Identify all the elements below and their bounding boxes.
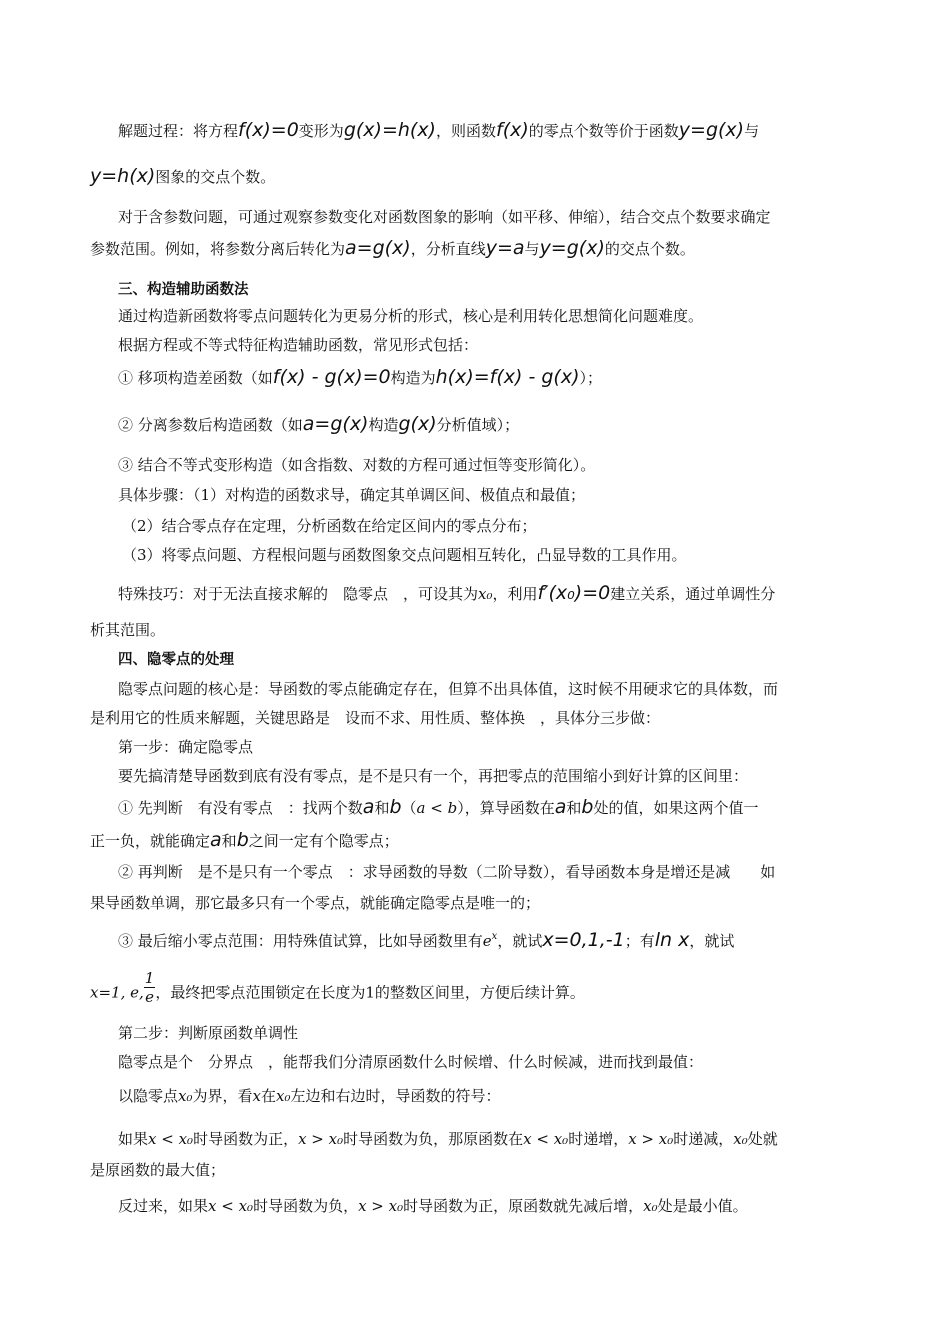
text: 分析值域）； <box>436 416 520 434</box>
formula: a <box>554 796 567 818</box>
numerator: 1 <box>144 969 155 987</box>
text: 与 <box>744 122 760 140</box>
formula: ln x <box>654 929 690 951</box>
formula: x > x₀ <box>298 1130 344 1148</box>
formula: x₀ <box>478 585 493 603</box>
paragraph-line: （3）将零点问题、方程根问题与函数图象交点问题相互转化，凸显导数的工具作用。 <box>122 546 687 564</box>
text: 之间一定有个隐零点； <box>248 832 399 850</box>
text: 时导函数为负， <box>253 1197 359 1215</box>
formula: h(x)=f(x) - g(x) <box>435 366 580 388</box>
fraction-one-over-e <box>144 969 156 1006</box>
paragraph-line: 隐零点是个 分界点 ，能帮我们分清原函数什么时候增、什么时候减，进而找到最值： <box>118 1053 704 1071</box>
text: 时递增， <box>568 1130 629 1148</box>
formula: f(x) <box>496 119 529 141</box>
formula: x₀ <box>276 1087 291 1105</box>
formula: x=1, e, <box>90 983 144 1002</box>
formula: a=g(x) <box>302 413 369 435</box>
list-item: ② 再判断 是不是只有一个零点 ：求导函数的导数（二阶导数），看导函数本身是增还是减 如 <box>118 863 776 881</box>
text: 和 <box>221 832 237 850</box>
text: 在 <box>260 1087 276 1105</box>
text: 参数范围。例如，将参数分离后转化为 <box>90 240 346 258</box>
paragraph-line: 根据方程或不等式特征构造辅助函数，常见形式包括： <box>118 336 479 354</box>
text: ），算导函数在 <box>457 799 555 817</box>
formula: a < b <box>416 799 458 817</box>
paragraph-line: 是利用它的性质来解题，关键思路是 设而不求、用性质、整体换 ，具体分三步做： <box>90 709 661 727</box>
text: 如果 <box>118 1130 149 1148</box>
formula: y=g(x) <box>539 237 605 259</box>
formula: x < x₀ <box>148 1130 194 1148</box>
text: 特殊技巧：对于无法直接求解的 隐零点 ，可设其为 <box>118 585 479 603</box>
formula: a <box>210 829 222 851</box>
text: 时导函数为负，那原函数在 <box>343 1130 524 1148</box>
text: 图象的交点个数。 <box>155 168 276 186</box>
paragraph-line: 析其范围。 <box>90 621 166 639</box>
formula: y=g(x) <box>678 119 745 141</box>
formula: b <box>236 829 249 851</box>
section-heading-4: 四、隐零点的处理 <box>118 652 234 668</box>
formula: x <box>491 931 498 942</box>
formula: x₀ <box>178 1087 193 1105</box>
formula: x > x₀ <box>358 1197 404 1215</box>
paragraph-line <box>118 583 898 604</box>
text: 时导函数为正， <box>193 1130 299 1148</box>
formula: g(x)=h(x) <box>343 119 436 141</box>
text: 处是最小值。 <box>657 1197 748 1215</box>
text: 和 <box>374 799 390 817</box>
formula: y=a <box>485 237 525 259</box>
formula: 1 <box>365 983 375 1002</box>
text: 建立关系，通过单调性分 <box>610 585 776 603</box>
text: ，则函数 <box>435 122 496 140</box>
text: ① 移项构造差函数（如 <box>118 369 273 387</box>
text: 的交点个数。 <box>604 240 695 258</box>
formula: a <box>362 796 375 818</box>
paragraph-line <box>118 1129 898 1149</box>
text: 构造 <box>368 416 399 434</box>
formula: y=h(x) <box>90 165 156 187</box>
text: ，就试 <box>497 932 543 950</box>
formula: x <box>252 1087 261 1105</box>
text: 以隐零点 <box>118 1087 179 1105</box>
formula: x₀ <box>733 1130 748 1148</box>
text: 解题过程：将方程 <box>118 122 239 140</box>
formula: a=g(x) <box>345 237 411 259</box>
paragraph-line <box>90 830 870 851</box>
subheading: 第一步：确定隐零点 <box>118 738 254 756</box>
paragraph-line: （2）结合零点存在定理，分析函数在给定区间内的零点分布； <box>122 517 537 535</box>
text: ，分析直线 <box>410 240 486 258</box>
text: 的整数区间里，方便后续计算。 <box>374 983 585 1002</box>
formula: x₀ <box>643 1197 658 1215</box>
paragraph-line: 对于含参数问题，可通过观察参数变化对函数图象的影响（如平移、伸缩），结合交点个数要求确定 <box>118 208 771 226</box>
text: ③ 最后缩小零点范围：用特殊值试算，比如导函数里有 <box>118 932 483 950</box>
text: ② 分离参数后构造函数（如 <box>118 416 303 434</box>
text: 左边和右边时，导函数的符号： <box>290 1087 501 1105</box>
text: 时导函数为正，原函数就先减后增， <box>403 1197 644 1215</box>
formula: x < x₀ <box>523 1130 569 1148</box>
text: 处的值，如果这两个值一 <box>593 799 759 817</box>
text: ，就试 <box>689 932 735 950</box>
formula: f(x)=0 <box>238 119 299 141</box>
text: 反过来，如果 <box>118 1197 209 1215</box>
text: ；有 <box>624 932 655 950</box>
formula: b <box>581 796 594 818</box>
text: 和 <box>566 799 582 817</box>
formula: b <box>389 796 402 818</box>
list-item <box>118 367 898 388</box>
text: 处就 <box>747 1130 778 1148</box>
formula: f(x) - g(x)=0 <box>272 366 391 388</box>
paragraph-line <box>90 969 870 1012</box>
formula: x < x₀ <box>208 1197 254 1215</box>
paragraph-line <box>118 1086 898 1106</box>
list-item <box>118 797 898 818</box>
paragraph-line <box>90 166 870 187</box>
text: ，利用 <box>492 585 538 603</box>
formula: x > x₀ <box>628 1130 674 1148</box>
paragraph-line: 隐零点问题的核心是：导函数的零点能确定存在，但算不出具体值，这时候不用硬求它的具体数，而 <box>118 680 779 698</box>
formula: g(x) <box>398 413 437 435</box>
denominator: e <box>145 988 154 1006</box>
formula: f′(x₀)=0 <box>537 582 611 604</box>
subheading: 第二步：判断原函数单调性 <box>118 1024 299 1042</box>
text: 构造为 <box>390 369 436 387</box>
paragraph-line <box>118 120 898 141</box>
paragraph-line: 果导函数单调，那它最多只有一个零点，就能确定隐零点是唯一的； <box>90 894 541 912</box>
text: 与 <box>524 240 540 258</box>
text: 正一负，就能确定 <box>90 832 211 850</box>
text: 变形为 <box>298 122 344 140</box>
paragraph-line: 通过构造新函数将零点问题转化为更易分析的形式，核心是利用转化思想简化问题难度。 <box>118 307 704 325</box>
text: ① 先判断 有没有零点 ：找两个数 <box>118 799 363 817</box>
list-item: ③ 结合不等式变形构造（如含指数、对数的方程可通过恒等变形简化）。 <box>118 456 596 474</box>
paragraph-line: 要先搞清楚导函数到底有没有零点，是不是只有一个，再把零点的范围缩小到好计算的区间里： <box>118 767 749 785</box>
text: 的零点个数等价于函数 <box>528 122 679 140</box>
text: ）； <box>579 369 603 387</box>
text: （ <box>401 799 417 817</box>
paragraph-line: 是原函数的最大值； <box>90 1161 226 1179</box>
text: ，最终把零点范围锁定在长度为 <box>155 983 366 1002</box>
list-item <box>118 414 898 435</box>
section-heading-3: 三、构造辅助函数法 <box>118 282 249 298</box>
list-item <box>118 927 898 951</box>
text: 时递减， <box>673 1130 734 1148</box>
paragraph-line <box>90 238 870 259</box>
formula: e <box>482 932 492 950</box>
paragraph-line: 具体步骤：（1）对构造的函数求导，确定其单调区间、极值点和最值； <box>118 486 586 504</box>
paragraph-line <box>118 1196 898 1216</box>
formula: x=0,1,-1 <box>542 929 625 951</box>
text: 为界，看 <box>192 1087 253 1105</box>
